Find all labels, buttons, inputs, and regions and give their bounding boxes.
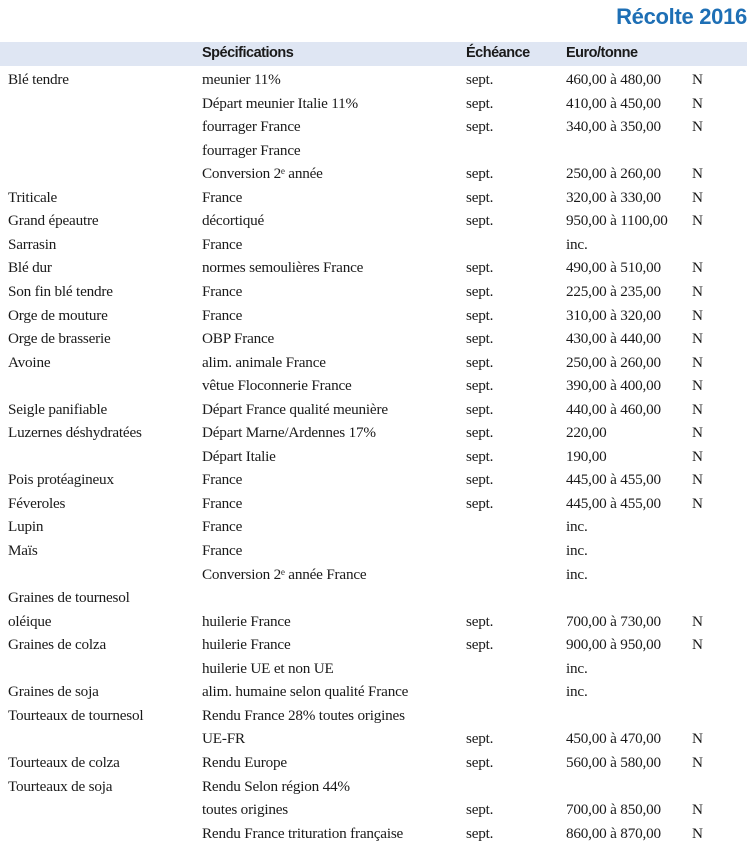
table-row bbox=[0, 94, 747, 118]
price-cell: 950,00 à 1100,00 bbox=[566, 212, 668, 230]
spec-cell: France bbox=[202, 518, 243, 536]
echeance-cell: sept. bbox=[466, 801, 494, 819]
table-row bbox=[0, 541, 747, 565]
table-row bbox=[0, 565, 747, 589]
table-row bbox=[0, 588, 747, 612]
spec-cell: Départ meunier Italie 11% bbox=[202, 94, 358, 112]
table-row bbox=[0, 423, 747, 447]
table-row bbox=[0, 824, 747, 848]
echeance-cell: sept. bbox=[466, 424, 494, 442]
table-row bbox=[0, 211, 747, 235]
price-cell: 250,00 à 260,00 bbox=[566, 165, 661, 183]
flag-cell: N bbox=[692, 400, 703, 418]
echeance-cell: sept. bbox=[466, 494, 494, 512]
echeance-cell: sept. bbox=[466, 118, 494, 136]
echeance-cell: sept. bbox=[466, 259, 494, 277]
price-cell: 225,00 à 235,00 bbox=[566, 282, 661, 300]
product-cell: Son fin blé tendre bbox=[8, 282, 113, 300]
echeance-cell: sept. bbox=[466, 212, 494, 230]
spec-cell: UE-FR bbox=[202, 730, 245, 748]
spec-cell: huilerie UE et non UE bbox=[202, 659, 334, 677]
spec-cell: huilerie France bbox=[202, 636, 291, 654]
flag-cell: N bbox=[692, 165, 703, 183]
spec-cell: France bbox=[202, 235, 243, 253]
product-cell: Tourteaux de soja bbox=[8, 777, 113, 795]
table-row bbox=[0, 282, 747, 306]
page-title: Récolte 2016 bbox=[616, 4, 747, 29]
product-cell: Luzernes déshydratées bbox=[8, 424, 142, 442]
price-cell: inc. bbox=[566, 542, 588, 559]
price-cell: 310,00 à 320,00 bbox=[566, 306, 661, 324]
echeance-cell: sept. bbox=[466, 165, 494, 183]
spec-cell: alim. animale France bbox=[202, 353, 326, 371]
price-cell: 410,00 à 450,00 bbox=[566, 94, 661, 112]
flag-cell: N bbox=[692, 730, 703, 748]
echeance-cell: sept. bbox=[466, 447, 494, 465]
table-row bbox=[0, 682, 747, 706]
spec-cell: Rendu France trituration française bbox=[202, 824, 404, 842]
price-cell: 560,00 à 580,00 bbox=[566, 753, 661, 771]
table-row bbox=[0, 729, 747, 753]
price-cell: 430,00 à 440,00 bbox=[566, 330, 661, 348]
table-row bbox=[0, 353, 747, 377]
spec-cell: OBP France bbox=[202, 330, 275, 348]
flag-cell: N bbox=[692, 471, 703, 489]
flag-cell: N bbox=[692, 188, 703, 206]
flag-cell: N bbox=[692, 753, 703, 771]
table-row bbox=[0, 164, 747, 188]
table-row bbox=[0, 258, 747, 282]
product-cell: Graines de colza bbox=[8, 636, 106, 654]
product-cell: oléique bbox=[8, 612, 52, 630]
flag-cell: N bbox=[692, 612, 703, 630]
flag-cell: N bbox=[692, 71, 703, 88]
flag-cell: N bbox=[692, 259, 703, 277]
echeance-cell: sept. bbox=[466, 282, 494, 300]
product-cell: Blé dur bbox=[8, 259, 52, 277]
spec-cell: Conversion 2ᵉ année bbox=[202, 165, 323, 183]
echeance-cell: sept. bbox=[466, 306, 494, 324]
spec-cell: Rendu Selon région 44% bbox=[202, 777, 350, 795]
product-cell: Pois protéagineux bbox=[8, 471, 114, 489]
spec-cell: Rendu France 28% toutes origines bbox=[202, 706, 405, 724]
table-row bbox=[0, 494, 747, 518]
table-row bbox=[0, 70, 747, 94]
flag-cell: N bbox=[692, 353, 703, 371]
spec-cell: huilerie France bbox=[202, 612, 291, 630]
product-cell: Orge de mouture bbox=[8, 306, 108, 324]
spec-cell: décortiqué bbox=[202, 212, 265, 230]
flag-cell: N bbox=[692, 824, 703, 842]
header-specifications: Spécifications bbox=[202, 45, 294, 61]
echeance-cell: sept. bbox=[466, 330, 494, 348]
table-row bbox=[0, 117, 747, 141]
price-cell: inc. bbox=[566, 518, 588, 536]
echeance-cell: sept. bbox=[466, 824, 494, 842]
product-cell: Graines de soja bbox=[8, 683, 99, 701]
header-echeance: Échéance bbox=[466, 45, 530, 61]
spec-cell: France bbox=[202, 282, 243, 300]
spec-cell: France bbox=[202, 188, 243, 206]
product-cell: Tourteaux de tournesol bbox=[8, 706, 144, 724]
table-row bbox=[0, 635, 747, 659]
flag-cell: N bbox=[692, 801, 703, 819]
flag-cell: N bbox=[692, 212, 703, 230]
price-cell: 220,00 bbox=[566, 424, 607, 442]
product-cell: Seigle panifiable bbox=[8, 400, 108, 418]
flag-cell: N bbox=[692, 118, 703, 136]
product-cell: Lupin bbox=[8, 518, 44, 536]
price-cell: 445,00 à 455,00 bbox=[566, 471, 661, 489]
table-row bbox=[0, 659, 747, 683]
product-cell: Orge de brasserie bbox=[8, 330, 111, 348]
product-cell: Avoine bbox=[8, 353, 51, 371]
echeance-cell: sept. bbox=[466, 71, 494, 88]
table-row bbox=[0, 400, 747, 424]
echeance-cell: sept. bbox=[466, 471, 494, 489]
spec-cell: Conversion 2ᵉ année France bbox=[202, 565, 367, 583]
price-cell: 860,00 à 870,00 bbox=[566, 824, 661, 842]
price-cell: 460,00 à 480,00 bbox=[566, 71, 661, 88]
echeance-cell: sept. bbox=[466, 400, 494, 418]
table-row bbox=[0, 517, 747, 541]
product-cell: Triticale bbox=[8, 188, 58, 206]
product-cell: Graines de tournesol bbox=[8, 589, 130, 607]
echeance-cell: sept. bbox=[466, 636, 494, 654]
price-cell: inc. bbox=[566, 565, 588, 583]
price-cell: 340,00 à 350,00 bbox=[566, 118, 661, 136]
spec-cell: France bbox=[202, 542, 243, 559]
product-cell: Féveroles bbox=[8, 494, 66, 512]
price-cell: 320,00 à 330,00 bbox=[566, 188, 661, 206]
header-euro-tonne: Euro/tonne bbox=[566, 45, 638, 61]
spec-cell: France bbox=[202, 494, 243, 512]
spec-cell: fourrager France bbox=[202, 118, 301, 136]
echeance-cell: sept. bbox=[466, 377, 494, 395]
spec-cell: France bbox=[202, 306, 243, 324]
echeance-cell: sept. bbox=[466, 612, 494, 630]
product-cell: Blé tendre bbox=[8, 71, 69, 88]
spec-cell: Départ Italie bbox=[202, 447, 276, 465]
flag-cell: N bbox=[692, 306, 703, 324]
price-cell: 390,00 à 400,00 bbox=[566, 377, 661, 395]
price-cell: 450,00 à 470,00 bbox=[566, 730, 661, 748]
product-cell: Maïs bbox=[8, 542, 38, 559]
table-row bbox=[0, 612, 747, 636]
flag-cell: N bbox=[692, 447, 703, 465]
spec-cell: meunier 11% bbox=[202, 71, 281, 88]
price-cell: 445,00 à 455,00 bbox=[566, 494, 661, 512]
echeance-cell: sept. bbox=[466, 353, 494, 371]
echeance-cell: sept. bbox=[466, 94, 494, 112]
flag-cell: N bbox=[692, 377, 703, 395]
price-cell: 900,00 à 950,00 bbox=[566, 636, 661, 654]
price-cell: 250,00 à 260,00 bbox=[566, 353, 661, 371]
table-row bbox=[0, 188, 747, 212]
table-row bbox=[0, 800, 747, 824]
flag-cell: N bbox=[692, 494, 703, 512]
flag-cell: N bbox=[692, 330, 703, 348]
table-row bbox=[0, 706, 747, 730]
spec-cell: fourrager France bbox=[202, 141, 301, 159]
spec-cell: Départ France qualité meunière bbox=[202, 400, 388, 418]
flag-cell: N bbox=[692, 282, 703, 300]
spec-cell: Départ Marne/Ardennes 17% bbox=[202, 424, 376, 442]
product-cell: Grand épeautre bbox=[8, 212, 99, 230]
table-row bbox=[0, 753, 747, 777]
price-cell: inc. bbox=[566, 659, 588, 677]
echeance-cell: sept. bbox=[466, 753, 494, 771]
table-row bbox=[0, 306, 747, 330]
flag-cell: N bbox=[692, 424, 703, 442]
price-cell: 190,00 bbox=[566, 447, 607, 465]
table-row bbox=[0, 447, 747, 471]
table-row bbox=[0, 470, 747, 494]
price-cell: 490,00 à 510,00 bbox=[566, 259, 661, 277]
flag-cell: N bbox=[692, 636, 703, 654]
echeance-cell: sept. bbox=[466, 188, 494, 206]
spec-cell: alim. humaine selon qualité France bbox=[202, 683, 409, 701]
price-cell: 700,00 à 730,00 bbox=[566, 612, 661, 630]
table-row bbox=[0, 141, 747, 165]
spec-cell: toutes origines bbox=[202, 801, 289, 819]
price-cell: 440,00 à 460,00 bbox=[566, 400, 661, 418]
price-cell: 700,00 à 850,00 bbox=[566, 801, 661, 819]
spec-cell: vêtue Floconnerie France bbox=[202, 377, 352, 395]
product-cell: Sarrasin bbox=[8, 235, 57, 253]
product-cell: Tourteaux de colza bbox=[8, 753, 120, 771]
table-row bbox=[0, 329, 747, 353]
echeance-cell: sept. bbox=[466, 730, 494, 748]
flag-cell: N bbox=[692, 94, 703, 112]
price-cell: inc. bbox=[566, 683, 588, 701]
table-row bbox=[0, 777, 747, 801]
price-cell: inc. bbox=[566, 235, 588, 253]
spec-cell: France bbox=[202, 471, 243, 489]
table-row bbox=[0, 376, 747, 400]
table-row bbox=[0, 235, 747, 259]
spec-cell: Rendu Europe bbox=[202, 753, 287, 771]
spec-cell: normes semoulières France bbox=[202, 259, 364, 277]
